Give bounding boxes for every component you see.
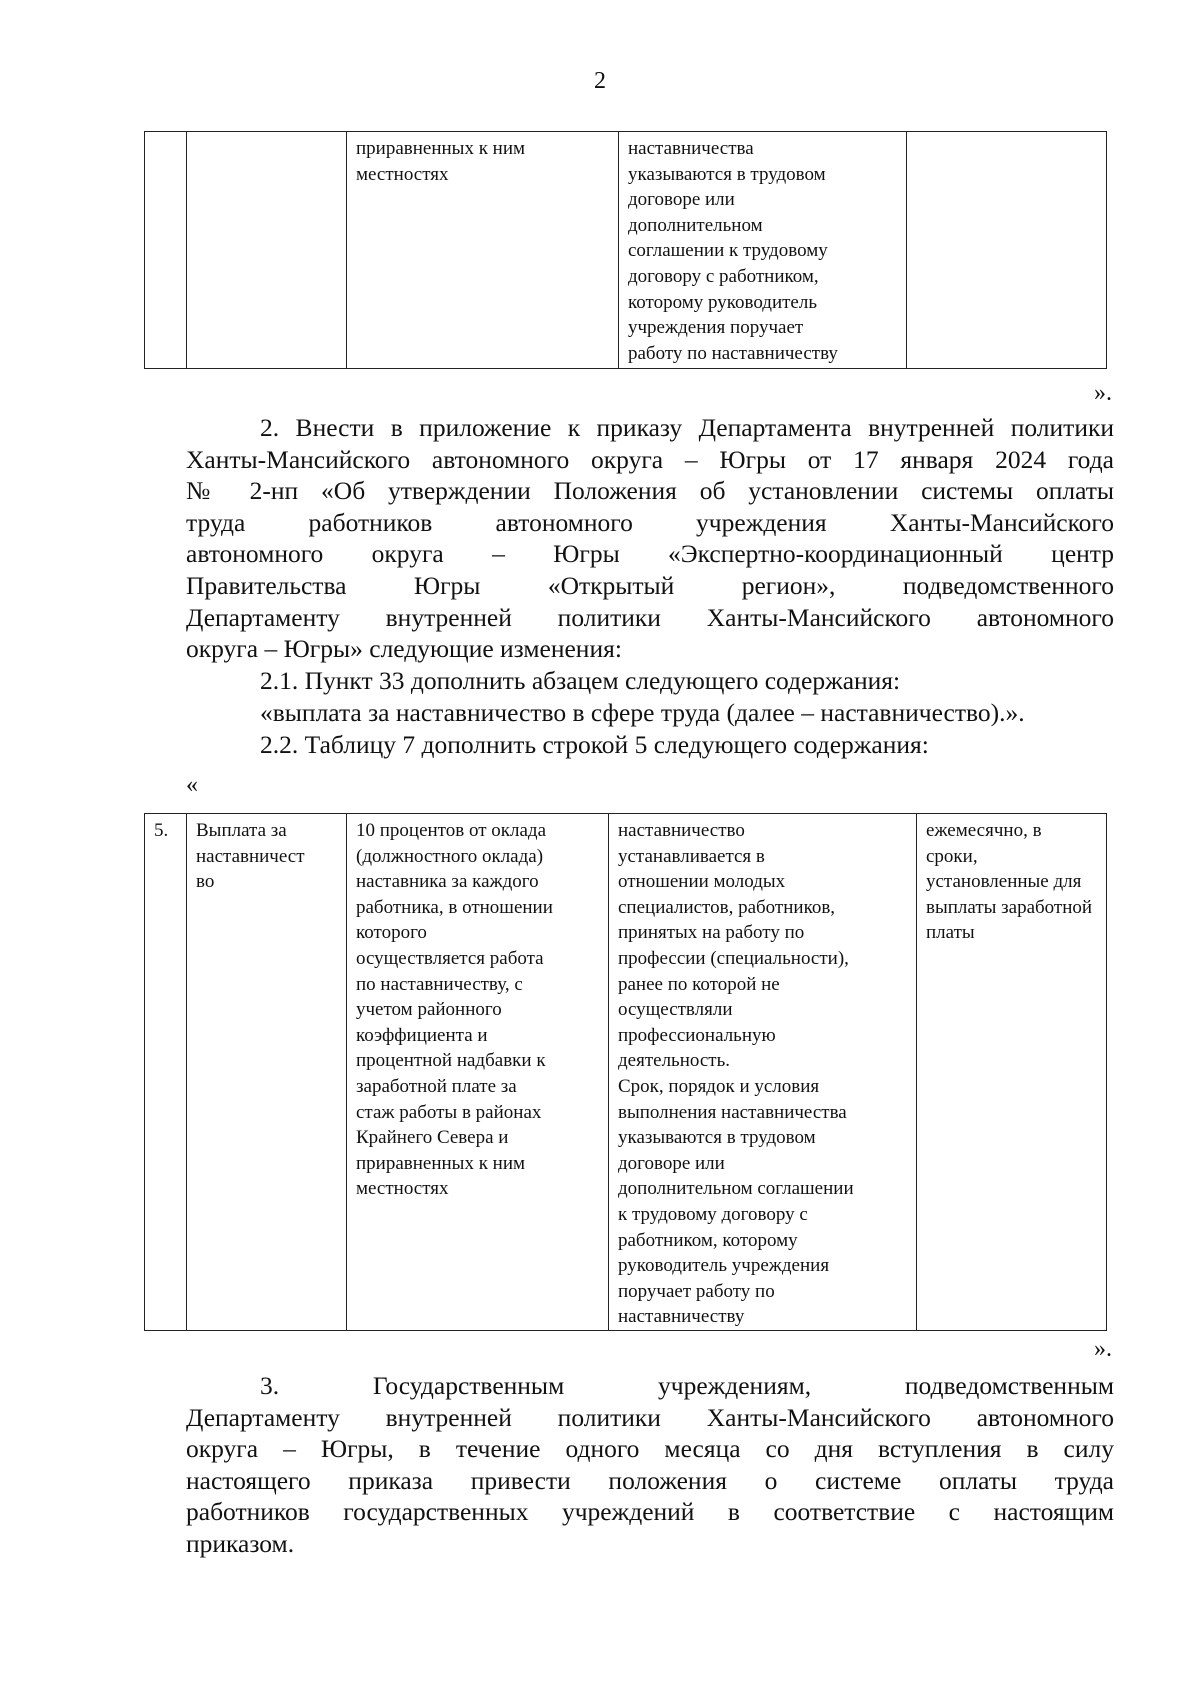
cell-line: указываются в трудовом [618,1127,816,1149]
text-line: настоящего приказа привести положения о системе оплаты труда [186,1465,1114,1495]
page-number: 2 [594,68,606,94]
cell-line: процентной надбавки к [356,1050,546,1072]
text-line: Департаменту внутренней политики Ханты-Мансийского автономного [186,1402,1114,1432]
opening-quote: « [186,772,198,798]
table-cell-number: 5. [145,814,187,1331]
cell-line: наставника за каждого [356,871,539,893]
cell-line: (должностного оклада) [356,845,544,867]
cell-line: стаж работы в районах [356,1101,542,1123]
cell-line: выплаты заработной [926,896,1093,918]
cell-line: учреждения поручает [628,317,804,339]
text-line: Ханты-Мансийского автономного округа – Югры от 17 января 2024 года [186,444,1114,474]
cell-line: работу по наставничеству [628,342,838,364]
cell-line: Выплата за [196,820,287,841]
text-line: Департаменту внутренней политики Ханты-Мансийского автономного [186,602,1114,632]
table-cell-frequency [907,132,1107,369]
cell-line: договоре или [628,189,735,211]
table-cell-number [145,132,187,369]
cell-line: которого [356,922,427,944]
cell-line: во [196,871,215,893]
text-line: приказом. [186,1528,295,1558]
cell-line: установленные для [926,871,1082,893]
table-cell-conditions [609,814,917,1331]
cell-line: приравненных к ним [356,138,526,159]
cell-line: ранее по которой не [618,973,780,995]
cell-line: к трудовому договору с [618,1203,808,1225]
cell-line: отношении молодых [618,871,786,893]
cell-line: принятых на работу по [618,922,805,944]
cell-line: работника, в отношении [356,896,553,918]
cell-line: Крайнего Севера и [356,1127,509,1149]
table-cell-frequency [917,814,1107,1331]
table-cell-amount [347,814,609,1331]
text-line: работников государственных учреждений в соответствие с настоящим [186,1497,1114,1527]
item-2-1: 2.1. Пункт 33 дополнить абзацем следующего содержания: [260,666,901,695]
cell-line: указываются в трудовом [628,163,826,185]
cell-line: приравненных к ним [356,1152,526,1174]
text-line: № 2-нп «Об утверждении Положения об установлении системы оплаты [186,476,1114,506]
cell-line: наставничест [196,845,305,867]
cell-line: дополнительном [628,214,763,236]
cell-line: договоре или [618,1152,725,1174]
cell-line: выполнения наставничества [618,1101,847,1123]
table-row [145,132,1107,369]
cell-line: работником, которому [618,1229,798,1251]
cell-line: осуществляли [618,999,733,1021]
text-line: 3. Государственным учреждениям, подведомственным [260,1371,1114,1400]
table-cell-conditions [619,132,907,369]
cell-line: профессии (специальности), [618,947,849,969]
text-line: труда работников автономного учреждения Ханты-Мансийского [186,507,1114,537]
table-cell-amount [347,132,619,369]
cell-line: 10 процентов от оклада [356,820,547,841]
closing-quote: ». [1094,380,1112,406]
cell-line: соглашении к трудовому [628,240,828,262]
cell-line: по наставничеству, с [356,973,523,995]
cell-line: деятельность. [618,1050,731,1072]
cell-line: местностях [356,163,449,185]
paragraph-3 [186,1370,1114,1560]
cell-line: наставничество [618,820,745,841]
text-line: округа – Югры, в течение одного месяца со дня вступления в силу [186,1434,1114,1464]
cell-line: наставничества [628,138,754,159]
text-line: автономного округа – Югры «Экспертно-координационный центр [186,539,1114,569]
cell-line: дополнительном соглашении [618,1178,854,1200]
cell-line: руководитель учреждения [618,1255,830,1277]
cell-line: Срок, порядок и условия [618,1075,820,1097]
table-cell-name [187,814,347,1331]
cell-line: устанавливается в [618,845,765,867]
cell-line: наставничеству [618,1306,745,1328]
cell-line: которому руководитель [628,291,818,313]
table-cell-name [187,132,347,369]
cell-line: учетом районного [356,999,502,1021]
text-line: Правительства Югры «Открытый регион», подведомственного [186,570,1114,600]
paragraph-2 [186,412,1114,665]
cell-line: платы [926,922,975,944]
text-line: 2. Внести в приложение к приказу Департамента внутренней политики [260,413,1114,442]
table-row-5 [144,813,1107,1331]
cell-line: коэффициента и [356,1024,488,1046]
text-line: округа – Югры» следующие изменения: [186,634,622,664]
cell-line: местностях [356,1178,449,1200]
cell-line: специалистов, работников, [618,896,836,918]
closing-quote-2: ». [1094,1336,1112,1362]
table-row [145,814,1107,1331]
cell-line: поручает работу по [618,1280,775,1302]
cell-line: ежемесячно, в сроки, [926,820,1042,867]
cell-line: заработной плате за [356,1075,517,1097]
item-2-1-quote: «выплата за наставничество в сфере труда (далее – наставничество).». [260,698,1025,727]
item-2-2: 2.2. Таблицу 7 дополнить строкой 5 следующего содержания: [260,730,929,759]
cell-line: договору с работником, [628,265,819,287]
cell-line: осуществляется работа [356,947,544,969]
cell-line: профессиональную [618,1024,776,1046]
table-top-continuation [144,131,1107,369]
